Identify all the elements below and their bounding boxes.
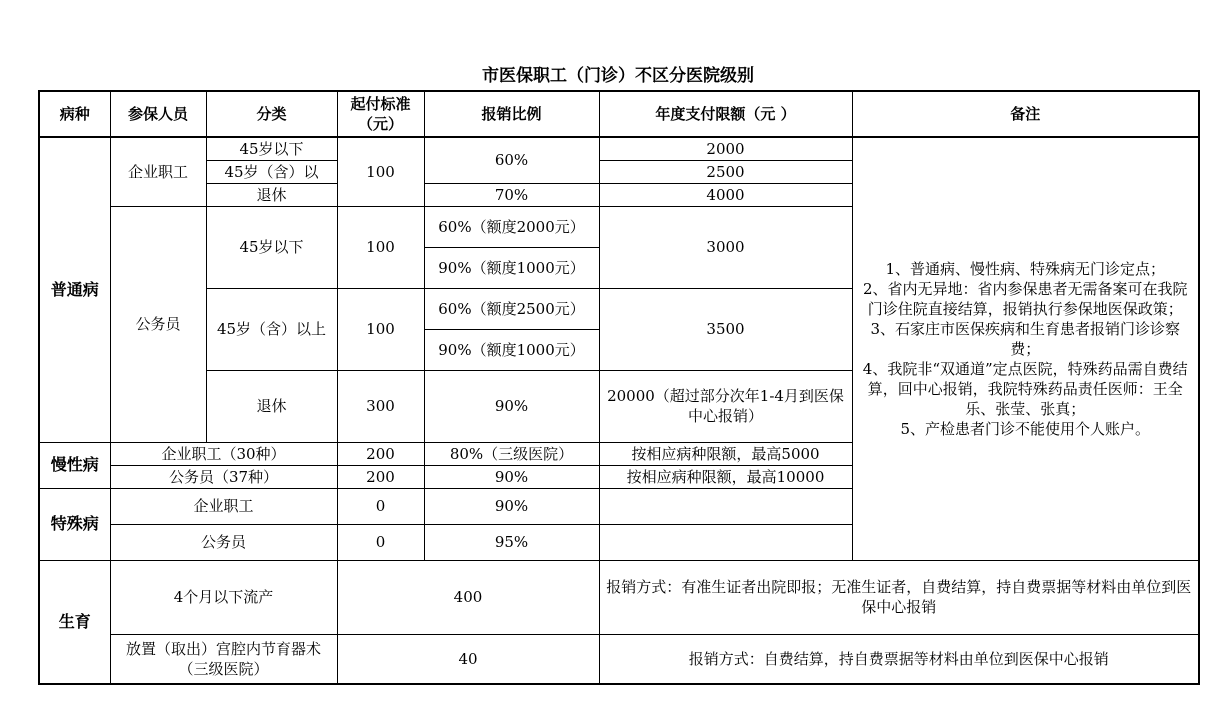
- header-ratio: 报销比例: [424, 91, 599, 137]
- category-cell: 45岁（含）以: [206, 160, 337, 183]
- remark-item: 2、省内无异地：省内参保患者无需备案可在我院门诊住院直接结算，报销执行参保地医保政策；: [862, 279, 1188, 318]
- table-row: [39, 560, 1199, 634]
- limit-cell: 2500: [599, 160, 852, 183]
- table-row: [39, 137, 1199, 160]
- common-disease-label: 普通病: [39, 137, 110, 442]
- ratio-cell: 80%（三级医院）: [424, 442, 599, 465]
- limit-cell: [599, 524, 852, 560]
- category-cell: 45岁以下: [206, 206, 337, 288]
- threshold-cell: 100: [337, 288, 424, 370]
- limit-cell: 2000: [599, 137, 852, 160]
- special-disease-label: 特殊病: [39, 488, 110, 560]
- header-insured: 参保人员: [110, 91, 206, 137]
- maternity-item: 放置（取出）宫腔内节育器术 （三级医院）: [110, 634, 337, 684]
- ratio-cell: 90%: [424, 465, 599, 488]
- header-disease: 病种: [39, 91, 110, 137]
- page-title: 市医保职工（门诊）不区分医院级别: [482, 66, 754, 86]
- threshold-cell: 200: [337, 465, 424, 488]
- limit-cell: 按相应病种限额，最高10000: [599, 465, 852, 488]
- limit-cell: 3000: [599, 206, 852, 288]
- limit-cell: 按相应病种限额，最高5000: [599, 442, 852, 465]
- header-row: [39, 91, 1199, 137]
- header-remarks: 备注: [852, 91, 1199, 137]
- limit-cell: 3500: [599, 288, 852, 370]
- maternity-amount: 40: [337, 634, 599, 684]
- maternity-method: 报销方式：有准生证者出院即报；无准生证者，自费结算，持自费票据等材料由单位到医保中心报销: [599, 560, 1199, 634]
- ratio-cell: 90%: [424, 488, 599, 524]
- threshold-cell: 100: [337, 137, 424, 206]
- insurance-table: [38, 90, 1200, 685]
- ratio-cell: 60%: [424, 137, 599, 183]
- threshold-cell: 300: [337, 370, 424, 442]
- chronic-civil-label: 公务员（37种）: [110, 465, 337, 488]
- maternity-amount: 400: [337, 560, 599, 634]
- limit-cell: 20000（超过部分次年1-4月到医保中心报销）: [599, 370, 852, 442]
- special-civil-label: 公务员: [110, 524, 337, 560]
- maternity-method: 报销方式：自费结算，持自费票据等材料由单位到医保中心报销: [599, 634, 1199, 684]
- threshold-cell: 0: [337, 524, 424, 560]
- limit-cell: 4000: [599, 183, 852, 206]
- category-cell: 45岁以下: [206, 137, 337, 160]
- chronic-disease-label: 慢性病: [39, 442, 110, 488]
- category-cell: 退休: [206, 183, 337, 206]
- remarks-cell: [852, 137, 1199, 560]
- remark-item: 3、石家庄市医保疾病和生育患者报销门诊诊察费；: [870, 319, 1181, 358]
- header-threshold: 起付标准（元）: [337, 91, 424, 137]
- limit-cell: [599, 488, 852, 524]
- maternity-label: 生育: [39, 560, 110, 684]
- ratio-cell: 60%（额度2500元）: [424, 288, 599, 329]
- remark-item: 1、普通病、慢性病、特殊病无门诊定点；: [885, 259, 1166, 278]
- special-enterprise-label: 企业职工: [110, 488, 337, 524]
- header-category: 分类: [206, 91, 337, 137]
- remark-item: 4、我院非“双通道”定点医院，特殊药品需自费结算，回中心报销，我院特殊药品责任医师：王全乐、张莹、张真；: [862, 359, 1188, 418]
- threshold-cell: 200: [337, 442, 424, 465]
- enterprise-worker-label: 企业职工: [110, 137, 206, 206]
- maternity-item: 4个月以下流产: [110, 560, 337, 634]
- ratio-cell: 90%（额度1000元）: [424, 247, 599, 288]
- threshold-cell: 0: [337, 488, 424, 524]
- category-cell: 45岁（含）以上: [206, 288, 337, 370]
- remark-item: 5、产检患者门诊不能使用个人账户。: [900, 419, 1151, 438]
- category-cell: 退休: [206, 370, 337, 442]
- ratio-cell: 90%: [424, 370, 599, 442]
- table-row: [39, 634, 1199, 684]
- ratio-cell: 70%: [424, 183, 599, 206]
- ratio-cell: 90%（额度1000元）: [424, 329, 599, 370]
- civil-servant-label: 公务员: [110, 206, 206, 442]
- ratio-cell: 60%（额度2000元）: [424, 206, 599, 247]
- header-annual-limit: 年度支付限额（元 ）: [599, 91, 852, 137]
- threshold-cell: 100: [337, 206, 424, 288]
- chronic-enterprise-label: 企业职工（30种）: [110, 442, 337, 465]
- ratio-cell: 95%: [424, 524, 599, 560]
